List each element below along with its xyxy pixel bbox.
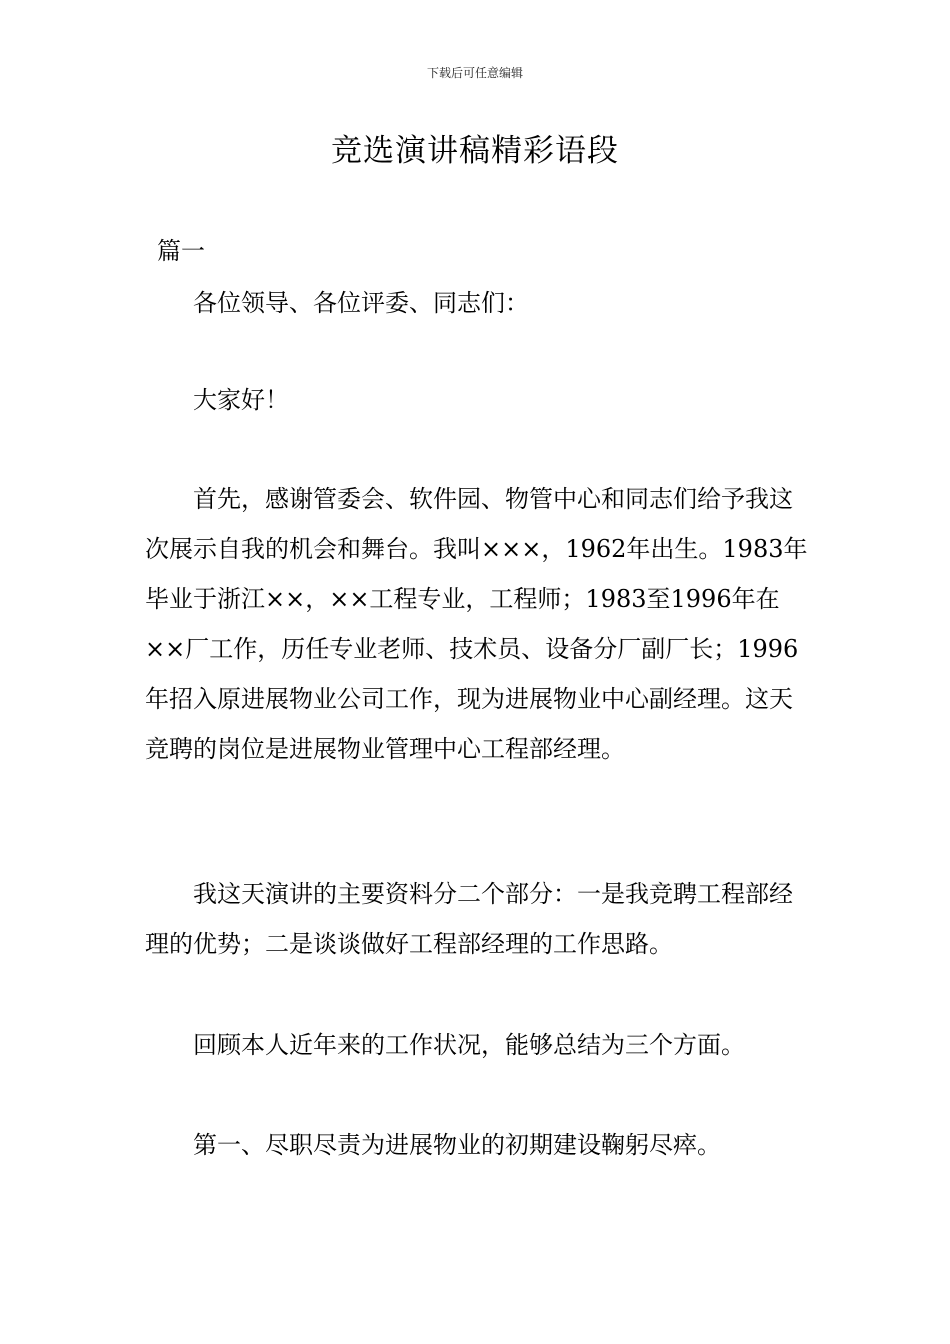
first-point-text: 第一、尽职尽责为进展物业的初期建设鞠躬尽瘁。 bbox=[193, 1131, 721, 1159]
section-label: 篇一 bbox=[157, 237, 205, 265]
paragraph-intro bbox=[145, 474, 810, 774]
review-text: 回顾本人近年来的工作状况，能够总结为三个方面。 bbox=[193, 1031, 745, 1059]
document-title: 竞选演讲稿精彩语段 bbox=[331, 133, 619, 169]
outline-text: 我这天演讲的主要资料分二个部分：一是我竞聘工程部经理的优势；二是谈谈做好工程部经理的工作思路。 bbox=[145, 880, 793, 958]
salutation-text: 各位领导、各位评委、同志们： bbox=[193, 289, 529, 317]
header-note: 下载后可任意编辑 bbox=[426, 66, 523, 80]
paragraph-outline bbox=[145, 869, 810, 969]
paragraph-review bbox=[145, 1020, 810, 1070]
intro-text: 首先，感谢管委会、软件园、物管中心和同志们给予我这次展示自我的机会和舞台。我叫×××，1962年出生。1983年毕业于浙江××，××工程专业，工程师；1983至1996年在××厂工作，历任专业老师、技术员、设备分厂副厂长；1996年招入原进展物业公司工作，现为进展物业中心副经理。这天竞聘的岗位是进展物业管理中心工程部经理。 bbox=[145, 485, 808, 763]
paragraph-first-point bbox=[145, 1120, 810, 1170]
paragraph-salutation bbox=[145, 278, 810, 328]
paragraph-greeting bbox=[145, 375, 810, 425]
greeting-text: 大家好！ bbox=[193, 386, 289, 414]
